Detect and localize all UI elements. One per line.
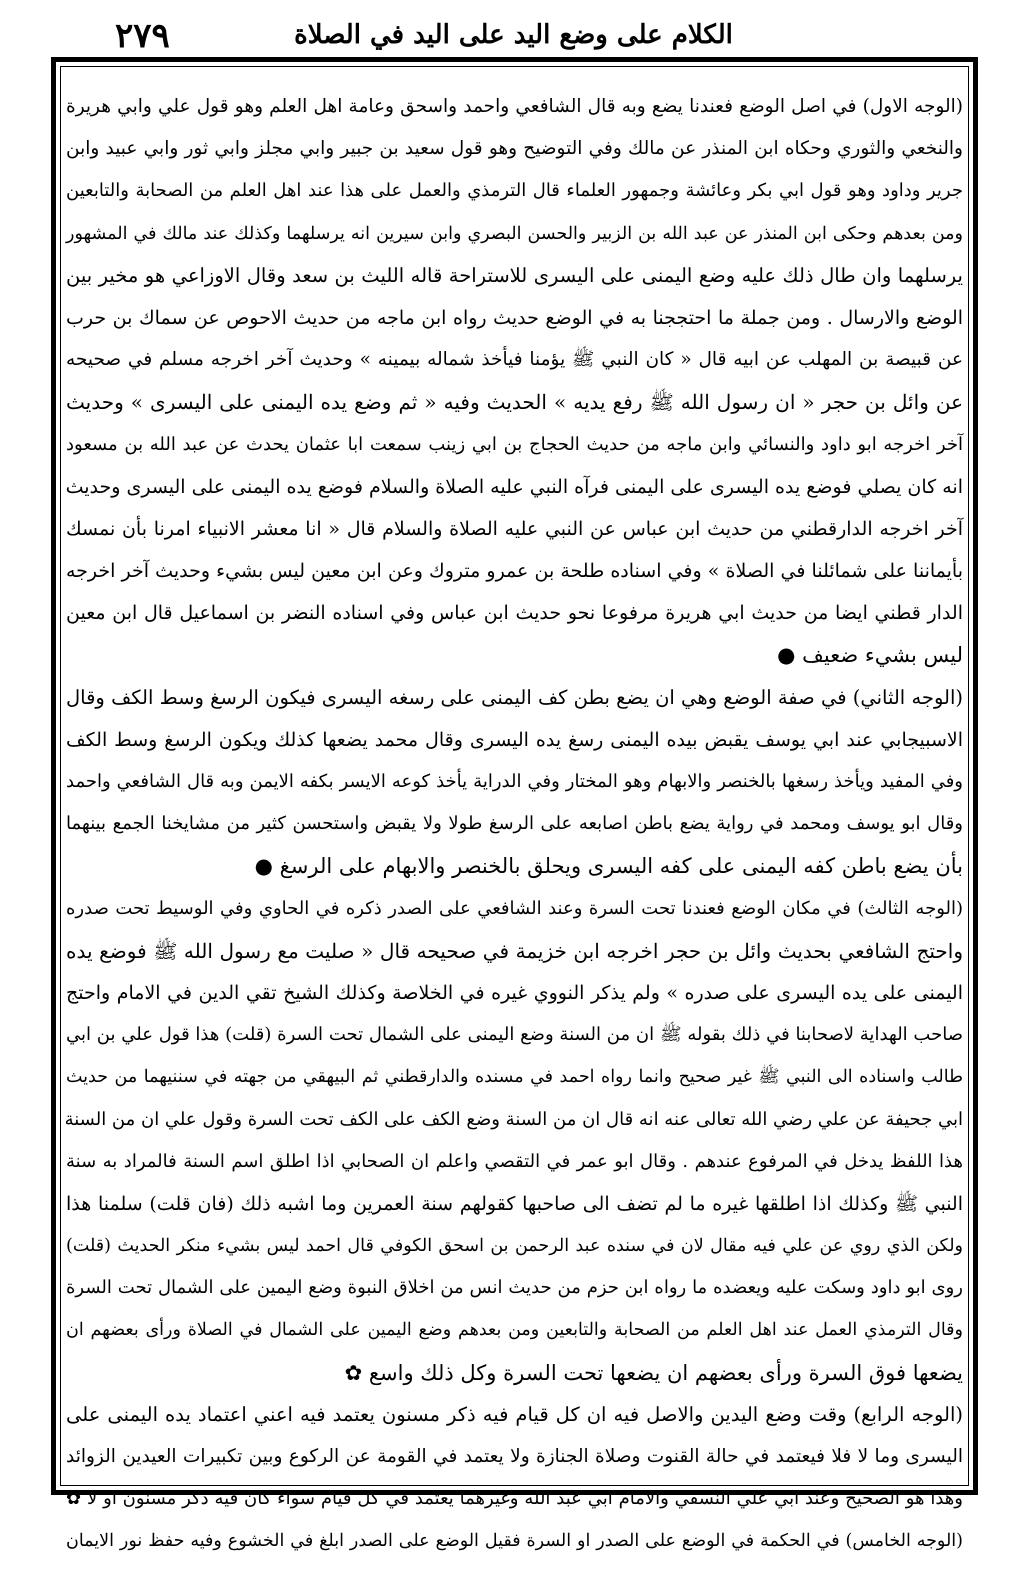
text-line: ومن بعدهم وحكى ابن المنذر عن عبد الله بن الزبير والحسن البصري وابن سيرين انه يرسلهما وكذلك عند مالك في المشهور — [66, 223, 963, 244]
text-line: هذا اللفظ يدخل في المرفوع عندهم . وقال ابو عمر في التقصي واعلم ان الصحابي اذا اطلق اسم السنة فالمراد به سنة — [66, 1150, 963, 1172]
text-line: آخر اخرجه الدارقطني من حديث ابن عباس عن النبي عليه الصلاة والسلام قال « انا معشر الانبياء امرنا بأن نمسك — [66, 517, 963, 540]
body-text — [64, 86, 964, 1552]
text-line: (الوجه الثالث) في مكان الوضع فعندنا تحت السرة وعند الشافعي على الصدر ذكره في الحاوي وفي الوسيط تحت صدره — [66, 897, 963, 919]
text-line: صاحب الهداية لاصحابنا في ذلك بقوله ﷺ ان من السنة وضع اليمنى على الشمال تحت السرة (قلت) هذا قول علي بن ابي — [66, 1024, 963, 1046]
text-line: (الوجه الرابع) وقت وضع اليدين والاصل فيه ان كل قيام فيه ذكر مسنون يعتمد فيه اعني اعتماد يده اليمنى على — [66, 1402, 963, 1426]
text-line: بأيماننا على شمائلنا في الصلاة » وفي اسناده طلحة بن عمرو متروك وعن ابن معين ليس بشيء وحديث آخر اخرجه — [66, 560, 963, 583]
page-header — [55, 14, 972, 58]
text-line: آخر اخرجه ابو داود والنسائي وابن ماجه من حديث الحجاج بن ابي زينب سمعت ابا عثمان يحدث عن عبد الله بن مسعود — [66, 433, 963, 455]
text-line: الوضع والارسال . ومن جملة ما احتججنا به في الوضع حديث رواه ابن ماجه من حديث الاحوص عن سماك بن حرب — [66, 306, 963, 329]
text-line: روى ابو داود وسكت عليه ويعضده ما رواه ابن حزم من حديث انس من اخلاق النبوة وضع اليمين على الشمال تحت السرة — [66, 1277, 963, 1299]
text-line: وقال ابو يوسف ومحمد في رواية يضع باطن اصابعه على الرسغ طولا ولا يقبض واستحسن كثير من مشايخنا الجمع بينهما — [66, 813, 963, 835]
text-line: وقال الترمذي العمل عند اهل العلم من الصحابة والتابعين ومن بعدهم وضع اليمين على الشمال في الصلاة ورأى بعضهم ان — [66, 1320, 963, 1341]
text-line: الاسبيجابي عند ابي يوسف يقبض بيده اليمنى رسغ يده اليسرى وقال محمد يضعها كذلك ويكون الرسغ وسط الكف — [66, 728, 963, 751]
text-line: (الوجه الثاني) في صفة الوضع وهي ان يضع بطن كف اليمنى على رسغه اليسرى فيكون الرسغ وسط الكف وقال — [66, 685, 963, 709]
text-line: (الوجه الخامس) في الحكمة في الوضع على الصدر او السرة فقيل الوضع على الصدر ابلغ في الخشوع وفيه حفظ نور الايمان — [66, 1531, 963, 1552]
text-line: يضعها فوق السرة ورأى بعضهم ان يضعها تحت السرة وكل ذلك واسع ✿ — [344, 1360, 963, 1385]
text-line: ابي جحيفة عن علي رضي الله تعالى عنه انه قال ان من السنة وضع الكف على الكف تحت السرة وقول علي ان من السنة — [64, 1108, 963, 1130]
text-line: الدار قطني ايضا من حديث ابي هريرة مرفوعا نحو حديث ابن عباس وفي اسناده النضر بن اسماعيل قال ابن معين — [66, 602, 963, 625]
page-number: ٢٧٩ — [115, 16, 170, 56]
text-line: واحتج الشافعي بحديث وائل بن حجر اخرجه ابن خزيمة في صحيحه قال « صليت مع رسول الله ﷺ فوضع يده — [66, 938, 963, 963]
text-line: عن وائل بن حجر « ان رسول الله ﷺ رفع يديه » الحديث وفيه « ثم وضع يده اليمنى على اليسرى » وحديث — [66, 390, 964, 415]
text-line: ليس بشيء ضعيف ● — [777, 643, 963, 668]
text-line: بأن يضع باطن كفه اليمنى على كفه اليسرى ويحلق بالخنصر والابهام على الرسغ ● — [254, 854, 963, 879]
text-line: عن قبيصة بن المهلب عن ابيه قال « كان النبي ﷺ يؤمنا فيأخذ شماله بيمينه » وحديث آخر اخرجه مسلم في صحيحه — [66, 349, 963, 371]
text-line: انه كان يصلي فوضع يده اليسرى على اليمنى فرآه النبي عليه الصلاة والسلام فوضع يده اليمنى على اليسرى وحديث — [65, 475, 963, 498]
text-line: وهذا هو الصحيح وعند ابي علي النسفي والامام ابي عبد الله وغيرهما يعتمد في كل قيام سواء كان فيه ذكر مسنون او لا ✿ — [66, 1488, 963, 1510]
text-line: والنخعي والثوري وحكاه ابن المنذر عن مالك وفي التوضيح وهو قول سعيد بن جبير وابي مجلز وابي ثور وابي عبيد وابن — [66, 138, 963, 160]
text-line: اليسرى وما لا فلا فيعتمد في حالة القنوت وصلاة الجنازة ولا يعتمد في القومة عن الركوع وبين تكبيرات العيدين الزوائد — [66, 1446, 963, 1467]
text-line: يرسلهما وان طال ذلك عليه وضع اليمنى على اليسرى للاستراحة قاله الليث بن سعد وقال الاوزاعي هو مخير بين — [66, 263, 963, 287]
text-line: النبي ﷺ وكذلك اذا اطلقها غيره ما لم تضف الى صاحبها كقولهم سنة العمرين وما اشبه ذلك (فان قلت) سلمنا هذا — [66, 1192, 963, 1215]
text-line: (الوجه الاول) في اصل الوضع فعندنا يضع وبه قال الشافعي واحمد واسحق وعامة اهل العلم وهو قول علي وابي هريرة — [66, 96, 963, 117]
running-title: الكلام على وضع اليد على اليد في الصلاة — [294, 20, 733, 50]
text-line: وفي المفيد ويأخذ رسغها بالخنصر والابهام وهو المختار وفي الدراية يأخذ كوعه الايسر بكفه الايمن وبه قال الشافعي واحمد — [66, 771, 963, 792]
text-line: ولكن الذي روي عن علي فيه مقال لان في سنده عبد الرحمن بن اسحق الكوفي قال احمد ليس بشيء منكر الحديث (قلت) — [66, 1236, 963, 1257]
text-line: طالب واسناده الى النبي ﷺ غير صحيح وانما رواه احمد في مسنده والدارقطني ثم البيهقي من جهته في سننيهما من حديث — [66, 1067, 963, 1088]
text-line: جرير وداود وهو قول ابي بكر وعائشة وجمهور العلماء قال الترمذي والعمل على هذا عند اهل العلم من الصحابة والتابعين — [66, 180, 963, 202]
text-line: اليمنى على يده اليسرى على صدره » ولم يذكر النووي غيره في الخلاصة وكذلك الشيخ تقي الدين في الامام واحتج — [66, 981, 963, 1004]
